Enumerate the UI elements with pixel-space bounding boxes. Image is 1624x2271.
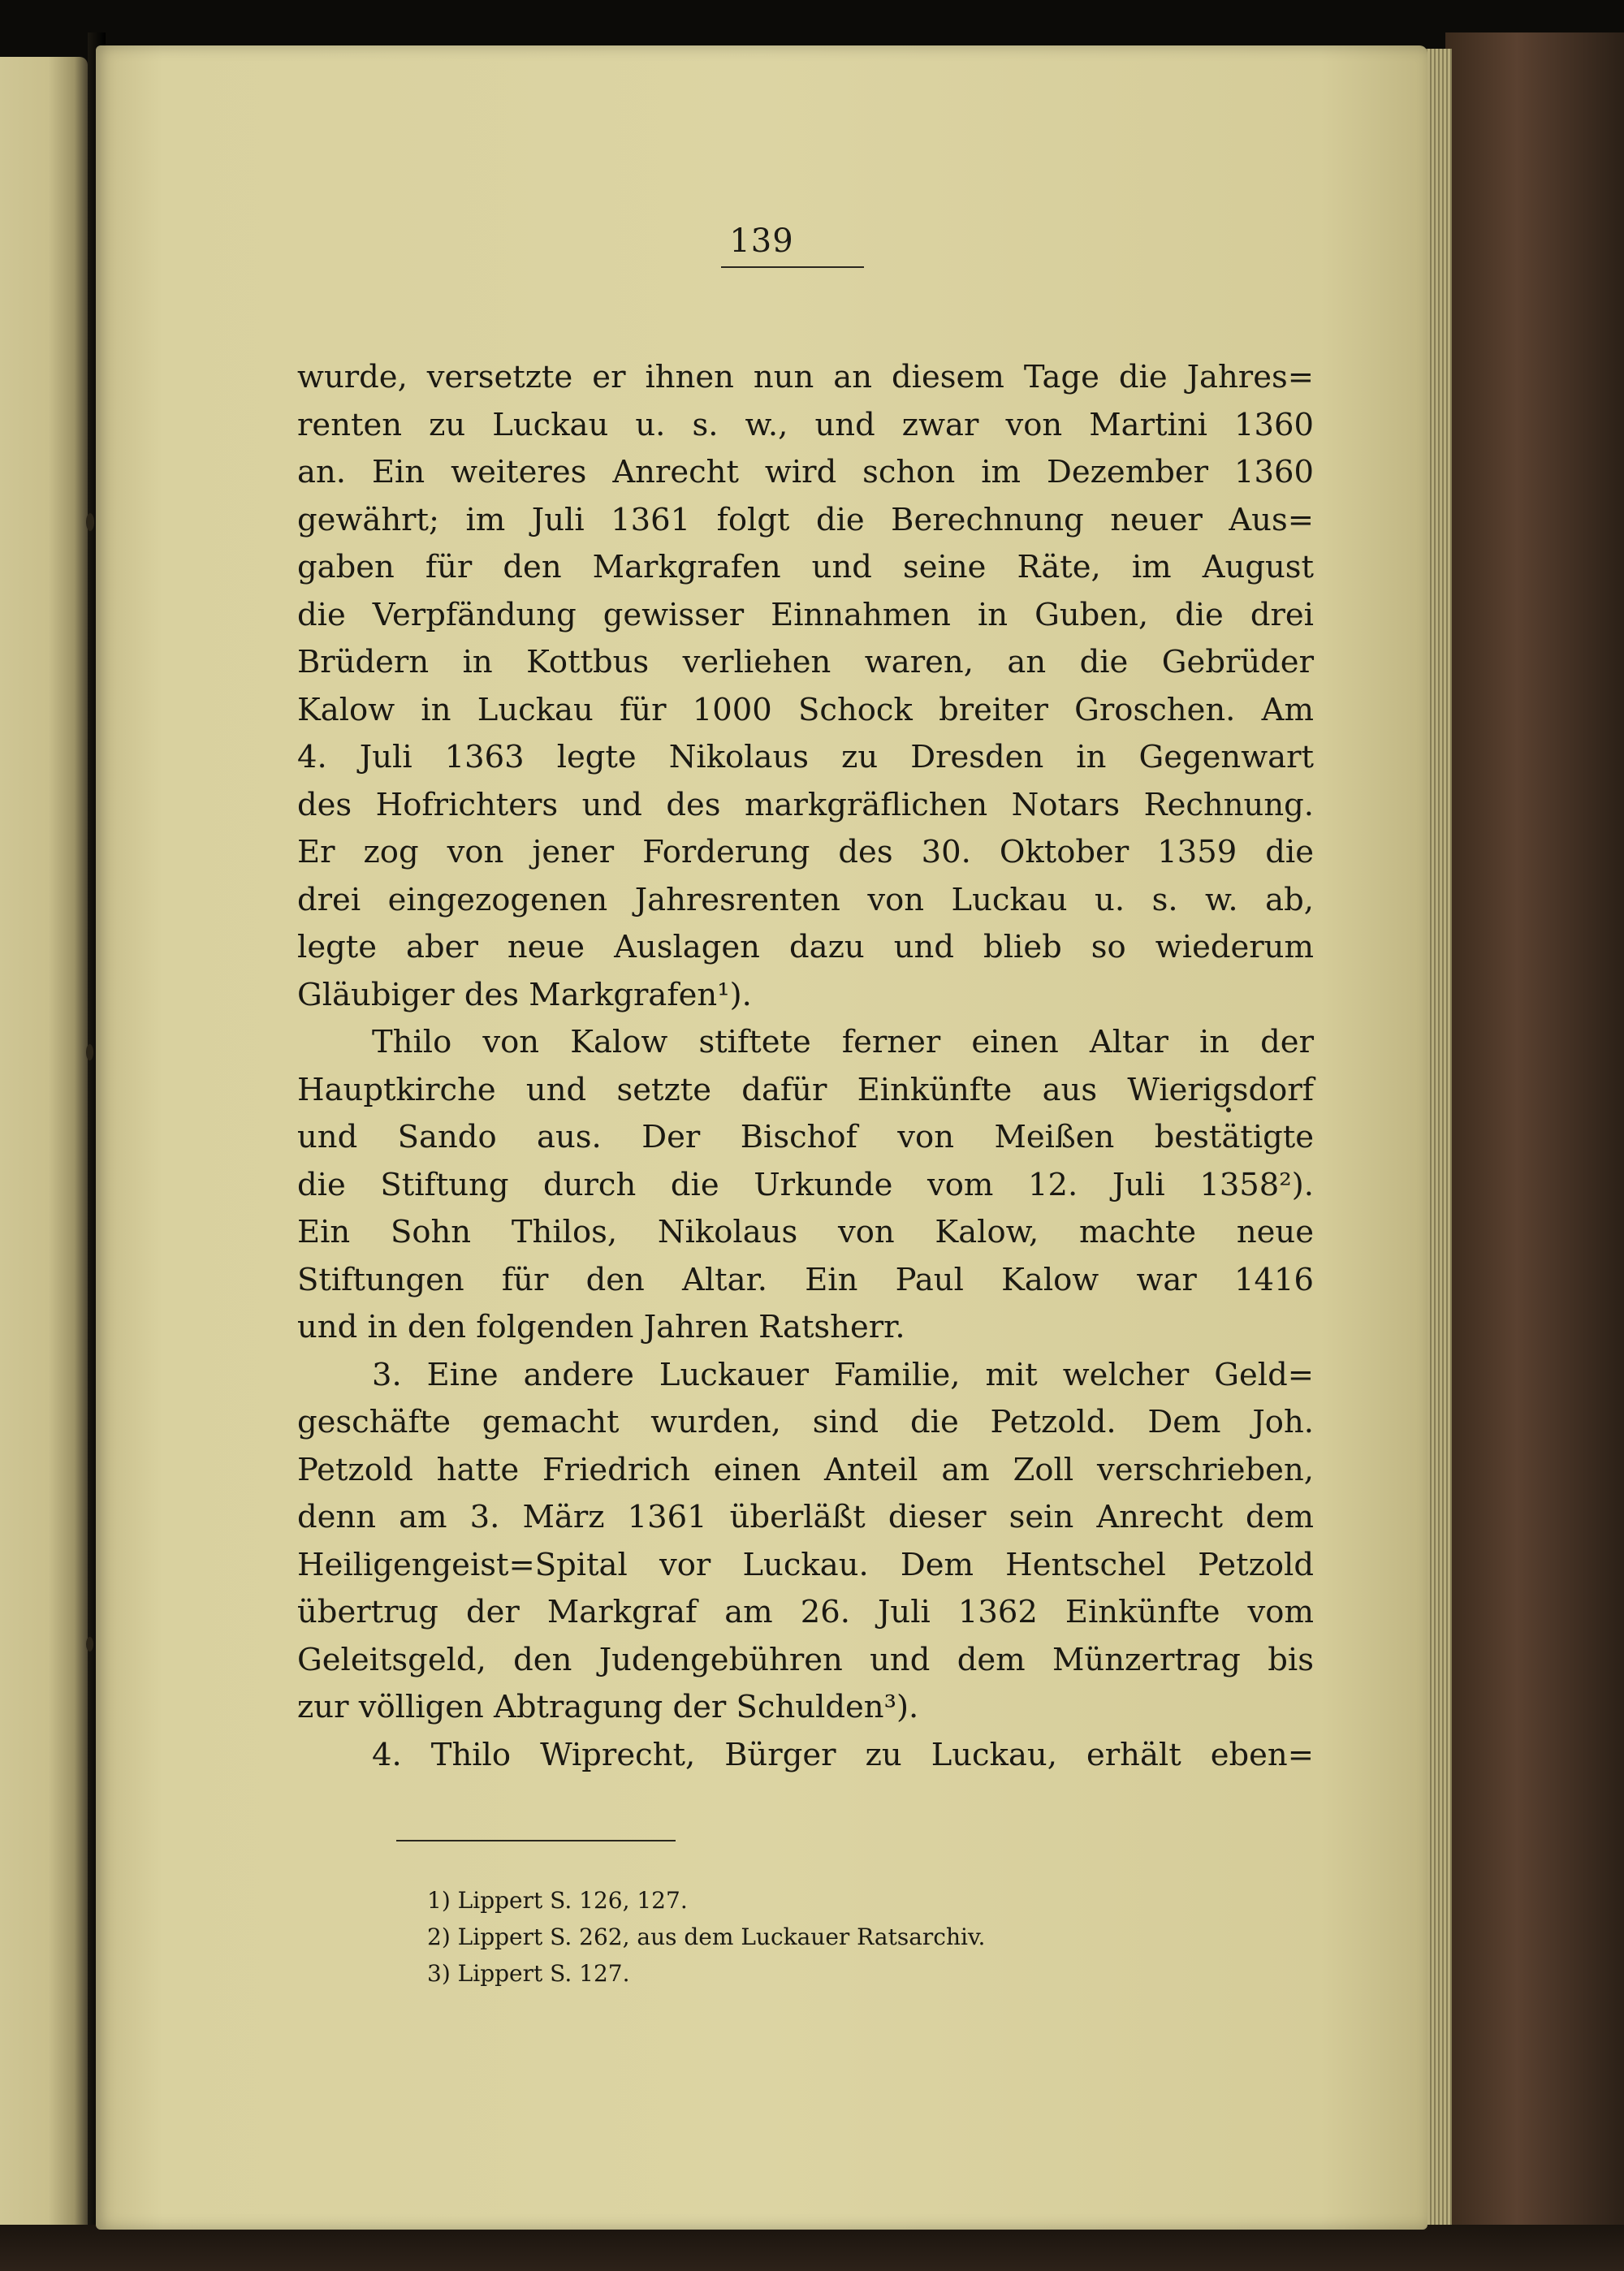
text-line: Thilo von Kalow stiftete ferner einen Altar in der bbox=[372, 1024, 1314, 1060]
text-line: Heiligengeist=Spital vor Luckau. Dem Hentschel Petzold bbox=[297, 1546, 1314, 1583]
text-line: Geleitsgeld, den Judengebühren und dem Münzertrag bis bbox=[297, 1641, 1314, 1678]
text-line: 4. Juli 1363 legte Nikolaus zu Dresden in Gegenwart bbox=[297, 739, 1314, 775]
text-line: und Sando aus. Der Bischof von Meißen bestätigte bbox=[297, 1119, 1314, 1155]
footnote: 3) Lippert S. 127. bbox=[427, 1960, 630, 1987]
text-line: Stiftungen für den Altar. Ein Paul Kalow war 1416 bbox=[297, 1261, 1314, 1298]
book-page bbox=[96, 45, 1427, 2230]
text-line: zur völligen Abtragung der Schulden³). bbox=[297, 1689, 919, 1725]
text-line: Kalow in Luckau für 1000 Schock breiter Groschen. Am bbox=[297, 691, 1314, 728]
ink-spot bbox=[86, 1637, 93, 1651]
ink-spot bbox=[86, 513, 94, 531]
text-line: 3. Eine andere Luckauer Familie, mit welcher Geld= bbox=[372, 1356, 1314, 1393]
text-line: gewährt; im Juli 1361 folgt die Berechnung neuer Aus= bbox=[297, 501, 1314, 538]
body-text bbox=[297, 354, 1314, 1779]
footnote: 1) Lippert S. 126, 127. bbox=[427, 1887, 688, 1914]
book-cover bbox=[1445, 32, 1624, 2271]
footnote: 2) Lippert S. 262, aus dem Luckauer Ratsarchiv. bbox=[427, 1923, 986, 1950]
facing-page-edge bbox=[0, 57, 88, 2233]
footnote-rule bbox=[396, 1840, 676, 1841]
text-line: an. Ein weiteres Anrecht wird schon im Dezember 1360 bbox=[297, 454, 1314, 490]
text-line: 4. Thilo Wiprecht, Bürger zu Luckau, erhält eben= bbox=[372, 1736, 1314, 1773]
text-line: des Hofrichters und des markgräflichen Notars Rechnung. bbox=[297, 786, 1314, 823]
text-line: denn am 3. März 1361 überläßt dieser sein Anrecht dem bbox=[297, 1499, 1314, 1535]
text-line: legte aber neue Auslagen dazu und blieb so wiederum bbox=[297, 929, 1314, 965]
footnotes bbox=[427, 1882, 985, 1992]
text-line: und in den folgenden Jahren Ratsherr. bbox=[297, 1309, 905, 1345]
text-line: die Stiftung durch die Urkunde vom 12. Juli 1358²). bbox=[297, 1166, 1314, 1203]
ink-spot bbox=[86, 1044, 93, 1060]
page-number: 139 bbox=[729, 222, 794, 260]
text-line: renten zu Luckau u. s. w., und zwar von Martini 1360 bbox=[297, 406, 1314, 443]
text-line: drei eingezogenen Jahresrenten von Luckau u. s. w. ab, bbox=[297, 881, 1314, 918]
text-line: Brüdern in Kottbus verliehen waren, an die Gebrüder bbox=[297, 644, 1314, 680]
text-line: Gläubiger des Markgrafen¹). bbox=[297, 976, 752, 1013]
text-line: die Verpfändung gewisser Einnahmen in Guben, die drei bbox=[297, 596, 1314, 633]
text-line: Petzold hatte Friedrich einen Anteil am Zoll verschrieben, bbox=[297, 1451, 1314, 1488]
text-line: geschäfte gemacht wurden, sind die Petzold. Dem Joh. bbox=[297, 1404, 1314, 1440]
book-cover-bottom bbox=[0, 2225, 1624, 2271]
text-line: Ein Sohn Thilos, Nikolaus von Kalow, machte neue bbox=[297, 1214, 1314, 1250]
text-line: Hauptkirche und setzte dafür Einkünfte aus Wierigsdorf bbox=[297, 1071, 1314, 1108]
text-line: Er zog von jener Forderung des 30. Oktober 1359 die bbox=[297, 834, 1314, 870]
text-line: übertrug der Markgraf am 26. Juli 1362 Einkünfte vom bbox=[297, 1594, 1314, 1630]
ink-spot bbox=[1226, 1107, 1231, 1112]
text-line: wurde, versetzte er ihnen nun an diesem Tage die Jahres= bbox=[297, 359, 1314, 395]
page-number-rule bbox=[721, 266, 864, 268]
text-line: gaben für den Markgrafen und seine Räte, im August bbox=[297, 549, 1314, 585]
